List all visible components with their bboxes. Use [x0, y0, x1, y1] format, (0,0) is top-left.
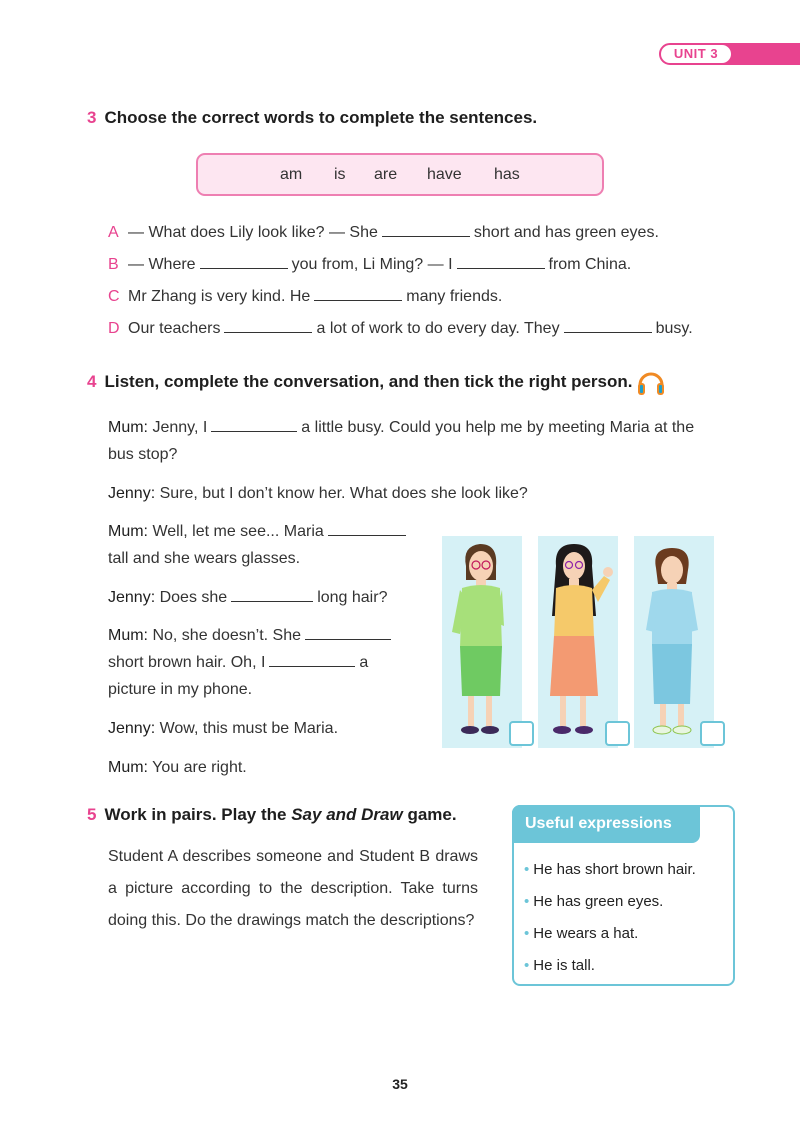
question-text: from China. — [548, 256, 632, 273]
conversation-line — [108, 518, 438, 572]
tick-box-person-3[interactable] — [700, 721, 725, 746]
speaker-label: Mum: — [108, 523, 148, 540]
woman-1-illustration — [442, 536, 522, 748]
question-text: you from, Li Ming? — I — [291, 256, 453, 273]
question-letter: C — [108, 288, 120, 305]
line-text: Jenny, I — [152, 419, 208, 436]
answer-blank[interactable] — [231, 588, 313, 602]
line-text: Well, let me see... Maria — [152, 523, 324, 540]
unit-label: UNIT 3 — [659, 43, 733, 65]
tick-box-person-1[interactable] — [509, 721, 534, 746]
section-5-title-b: game. — [402, 805, 457, 824]
headphones-icon[interactable] — [636, 369, 666, 397]
question-text: — Where — [128, 256, 196, 273]
expression-item — [524, 893, 663, 910]
speaker-label: Jenny: — [108, 589, 156, 606]
speaker-label: Mum: — [108, 627, 148, 644]
line-text: Sure, but I don’t know her. What does she look like? — [159, 485, 528, 502]
line-text: No, she doesn’t. She — [152, 627, 301, 644]
question-text: many friends. — [406, 288, 503, 305]
word-bank-item: is — [334, 166, 346, 183]
page-number: 35 — [392, 1076, 408, 1092]
line-text: Does she — [159, 589, 228, 606]
person-2-panel — [538, 536, 618, 748]
line-text: a — [359, 654, 369, 671]
question-text: short and has green eyes. — [473, 224, 659, 241]
expression-item — [524, 925, 638, 942]
question-text: a lot of work to do every day. They — [316, 320, 560, 337]
conversation-line — [108, 622, 418, 703]
useful-expressions-box — [512, 805, 735, 986]
bullet-icon: • — [524, 925, 530, 942]
question-text: Our teachers — [128, 320, 221, 337]
woman-2-illustration — [538, 536, 618, 748]
answer-blank[interactable] — [382, 223, 470, 237]
section-4-number: 4 — [87, 372, 97, 391]
answer-blank[interactable] — [314, 287, 402, 301]
section-4-heading — [87, 372, 633, 392]
answer-blank[interactable] — [564, 319, 652, 333]
answer-blank[interactable] — [224, 319, 312, 333]
expression-text: He has short brown hair. — [533, 861, 696, 878]
section-3-title: Choose the correct words to complete the sentences. — [104, 108, 538, 127]
line-text: long hair? — [317, 589, 388, 606]
section-3-heading — [87, 108, 537, 128]
section-5-instructions: Student A describes someone and Student B draws a picture according to the description. Take turns doing this. Do the drawings match the descriptions? — [108, 848, 478, 929]
section-3-number: 3 — [87, 108, 97, 127]
line-text: You are right. — [152, 759, 247, 776]
answer-blank[interactable] — [200, 255, 288, 269]
question-a — [108, 223, 659, 242]
section-4-title: Listen, complete the conversation, and then tick the right person. — [104, 372, 633, 391]
line-text: picture in my phone. — [108, 681, 253, 698]
question-text: Mr Zhang is very kind. He — [128, 288, 311, 305]
word-bank-item: have — [427, 166, 462, 183]
expression-text: He wears a hat. — [533, 925, 639, 942]
answer-blank[interactable] — [269, 653, 355, 667]
person-3-panel — [634, 536, 714, 748]
word-bank — [196, 153, 604, 196]
useful-expressions-title: Useful expressions — [512, 805, 700, 843]
expression-text: He is tall. — [533, 957, 595, 974]
section-5-heading — [87, 805, 457, 825]
answer-blank[interactable] — [457, 255, 545, 269]
line-text: bus stop? — [108, 446, 178, 463]
question-c — [108, 287, 502, 306]
question-d — [108, 319, 693, 338]
section-5-title-a: Work in pairs. Play the — [104, 805, 292, 824]
word-bank-item: are — [374, 166, 398, 183]
question-letter: D — [108, 320, 120, 337]
answer-blank[interactable] — [211, 418, 297, 432]
word-bank-item: am — [280, 166, 303, 183]
question-letter: B — [108, 256, 119, 273]
bullet-icon: • — [524, 893, 530, 910]
line-text: short brown hair. Oh, I — [108, 654, 266, 671]
conversation-line — [108, 715, 338, 742]
conversation-line — [108, 480, 528, 507]
bullet-icon: • — [524, 957, 530, 974]
speaker-label: Jenny: — [108, 485, 156, 502]
speaker-label: Jenny: — [108, 720, 156, 737]
line-text: a little busy. Could you help me by meeting Maria at the — [301, 419, 695, 436]
question-text: — What does Lily look like? — She — [128, 224, 378, 241]
conversation-line — [108, 584, 387, 611]
word-bank-item: has — [494, 166, 520, 183]
question-b — [108, 255, 631, 274]
bullet-icon: • — [524, 861, 530, 878]
line-text: Wow, this must be Maria. — [159, 720, 339, 737]
answer-blank[interactable] — [328, 522, 406, 536]
person-1-panel — [442, 536, 522, 748]
conversation-line — [108, 754, 247, 781]
question-text: busy. — [655, 320, 693, 337]
speaker-label: Mum: — [108, 419, 148, 436]
woman-3-illustration — [634, 536, 714, 748]
section-5-title-italic: Say and Draw — [291, 805, 403, 824]
expression-text: He has green eyes. — [533, 893, 664, 910]
conversation-line — [108, 414, 738, 468]
tick-box-person-2[interactable] — [605, 721, 630, 746]
expression-item — [524, 861, 696, 878]
speaker-label: Mum: — [108, 759, 148, 776]
answer-blank[interactable] — [305, 626, 391, 640]
section-5-number: 5 — [87, 805, 97, 824]
question-letter: A — [108, 224, 119, 241]
expression-item — [524, 957, 595, 974]
unit-tab — [659, 43, 800, 65]
line-text: tall and she wears glasses. — [108, 550, 301, 567]
